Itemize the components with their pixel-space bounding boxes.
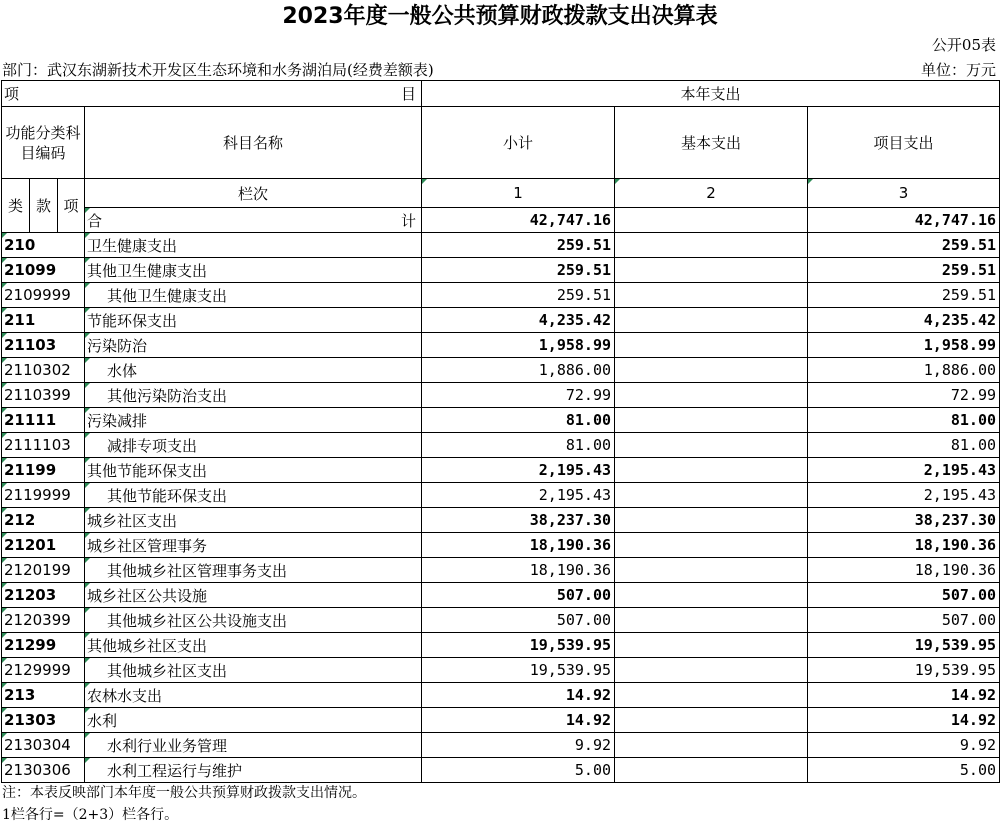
row-code: 2120199	[2, 558, 85, 583]
row-code: 213	[2, 683, 85, 708]
row-subtotal: 14.92	[422, 708, 615, 733]
row-subtotal: 259.51	[422, 233, 615, 258]
row-subtotal: 5.00	[422, 758, 615, 783]
row-project: 2,195.43	[808, 483, 1000, 508]
row-project: 259.51	[808, 283, 1000, 308]
row-project: 81.00	[808, 408, 1000, 433]
item-header-left: 项	[4, 85, 20, 103]
row-project: 9.92	[808, 733, 1000, 758]
row-subject-name: 其他卫生健康支出	[85, 258, 422, 283]
row-basic	[615, 408, 808, 433]
row-subject-name: 减排专项支出	[85, 433, 422, 458]
row-subtotal: 4,235.42	[422, 308, 615, 333]
lei-header: 类	[2, 179, 30, 233]
table-body	[2, 81, 1000, 783]
row-project: 4,235.42	[808, 308, 1000, 333]
row-code: 21299	[2, 633, 85, 658]
row-subject-name: 其他城乡社区支出	[85, 633, 422, 658]
department-label: 部门：武汉东湖新技术开发区生态环境和水务湖泊局(经费差额表)	[2, 61, 434, 79]
table-row	[2, 658, 1000, 683]
row-project: 1,886.00	[808, 358, 1000, 383]
row-project: 14.92	[808, 708, 1000, 733]
table-row	[2, 483, 1000, 508]
row-code: 21111	[2, 408, 85, 433]
row-subtotal: 14.92	[422, 683, 615, 708]
row-code: 2109999	[2, 283, 85, 308]
xiang-header: 项	[58, 179, 85, 233]
total-row	[2, 208, 1000, 233]
row-basic	[615, 358, 808, 383]
row-code: 21099	[2, 258, 85, 283]
table-row	[2, 508, 1000, 533]
subtotal-header: 小计	[422, 107, 615, 179]
row-basic	[615, 508, 808, 533]
row-subject-name: 其他污染防治支出	[85, 383, 422, 408]
basic-header: 基本支出	[615, 107, 808, 179]
row-code: 21303	[2, 708, 85, 733]
row-code: 21201	[2, 533, 85, 558]
row-project: 14.92	[808, 683, 1000, 708]
row-basic	[615, 458, 808, 483]
this-year-header: 本年支出	[422, 81, 1000, 107]
row-subject-name: 城乡社区支出	[85, 508, 422, 533]
table-row	[2, 308, 1000, 333]
row-code: 21203	[2, 583, 85, 608]
table-row	[2, 533, 1000, 558]
row-subject-name: 水利工程运行与维护	[85, 758, 422, 783]
row-basic	[615, 233, 808, 258]
table-row	[2, 633, 1000, 658]
row-basic	[615, 683, 808, 708]
row-project: 18,190.36	[808, 558, 1000, 583]
table-row	[2, 758, 1000, 783]
row-subject-name: 其他城乡社区支出	[85, 658, 422, 683]
row-subtotal: 1,958.99	[422, 333, 615, 358]
row-project: 259.51	[808, 233, 1000, 258]
form-number: 公开05表	[931, 36, 996, 54]
row-project: 19,539.95	[808, 658, 1000, 683]
row-basic	[615, 608, 808, 633]
header-row-2	[2, 107, 1000, 179]
table-row	[2, 408, 1000, 433]
row-project: 5.00	[808, 758, 1000, 783]
row-project: 507.00	[808, 583, 1000, 608]
row-subject-name: 卫生健康支出	[85, 233, 422, 258]
subject-name-header: 科目名称	[85, 107, 422, 179]
row-subtotal: 2,195.43	[422, 458, 615, 483]
row-basic	[615, 308, 808, 333]
row-subject-name: 其他卫生健康支出	[85, 283, 422, 308]
table-row	[2, 458, 1000, 483]
row-subtotal: 507.00	[422, 608, 615, 633]
row-subject-name: 其他城乡社区公共设施支出	[85, 608, 422, 633]
row-subject-name: 其他节能环保支出	[85, 483, 422, 508]
row-subtotal: 81.00	[422, 433, 615, 458]
total-basic	[615, 208, 808, 233]
row-basic	[615, 758, 808, 783]
row-subject-name: 节能环保支出	[85, 308, 422, 333]
footnote-1: 注：本表反映部门本年度一般公共预算财政拨款支出情况。	[2, 785, 366, 801]
row-project: 38,237.30	[808, 508, 1000, 533]
row-code: 2119999	[2, 483, 85, 508]
func-code-header: 功能分类科目编码	[2, 107, 85, 179]
row-subject-name: 水利行业业务管理	[85, 733, 422, 758]
row-basic	[615, 283, 808, 308]
row-project: 81.00	[808, 433, 1000, 458]
row-code: 21103	[2, 333, 85, 358]
row-project: 19,539.95	[808, 633, 1000, 658]
row-basic	[615, 558, 808, 583]
item-header-cell	[2, 81, 422, 107]
row-code: 211	[2, 308, 85, 333]
row-code: 2110302	[2, 358, 85, 383]
row-subtotal: 259.51	[422, 283, 615, 308]
table-row	[2, 433, 1000, 458]
row-basic	[615, 633, 808, 658]
total-subtotal: 42,747.16	[422, 208, 615, 233]
row-subject-name: 水利	[85, 708, 422, 733]
total-label-left: 合	[87, 211, 103, 230]
row-project: 1,958.99	[808, 333, 1000, 358]
table-row	[2, 333, 1000, 358]
row-basic	[615, 733, 808, 758]
col1-index: 1	[422, 179, 615, 208]
row-subject-name: 水体	[85, 358, 422, 383]
row-code: 210	[2, 233, 85, 258]
row-subtotal: 9.92	[422, 733, 615, 758]
project-header: 项目支出	[808, 107, 1000, 179]
row-subject-name: 污染减排	[85, 408, 422, 433]
row-project: 507.00	[808, 608, 1000, 633]
row-subject-name: 其他节能环保支出	[85, 458, 422, 483]
unit-label: 单位：万元	[920, 61, 996, 79]
row-subtotal: 19,539.95	[422, 658, 615, 683]
col3-index: 3	[808, 179, 1000, 208]
row-code: 2129999	[2, 658, 85, 683]
total-label-right: 计	[401, 211, 417, 230]
row-code: 21199	[2, 458, 85, 483]
row-subject-name: 城乡社区管理事务	[85, 533, 422, 558]
column-index-label: 栏次	[85, 179, 422, 208]
expenditure-table	[1, 80, 1000, 783]
row-project: 2,195.43	[808, 458, 1000, 483]
row-subject-name: 城乡社区公共设施	[85, 583, 422, 608]
row-subtotal: 19,539.95	[422, 633, 615, 658]
row-code: 2130306	[2, 758, 85, 783]
row-project: 72.99	[808, 383, 1000, 408]
row-project: 18,190.36	[808, 533, 1000, 558]
row-code: 2130304	[2, 733, 85, 758]
row-basic	[615, 583, 808, 608]
table-row	[2, 233, 1000, 258]
row-subtotal: 1,886.00	[422, 358, 615, 383]
table-row	[2, 383, 1000, 408]
total-project: 42,747.16	[808, 208, 1000, 233]
total-label-cell	[85, 208, 422, 233]
table-row	[2, 283, 1000, 308]
row-basic	[615, 383, 808, 408]
footnote-2: 1栏各行=（2+3）栏各行。	[2, 807, 179, 823]
row-basic	[615, 533, 808, 558]
col2-index: 2	[615, 179, 808, 208]
row-subtotal: 38,237.30	[422, 508, 615, 533]
row-subtotal: 18,190.36	[422, 533, 615, 558]
row-code: 2120399	[2, 608, 85, 633]
row-code: 2111103	[2, 433, 85, 458]
row-subject-name: 其他城乡社区管理事务支出	[85, 558, 422, 583]
table-row	[2, 733, 1000, 758]
row-subtotal: 81.00	[422, 408, 615, 433]
table-row	[2, 708, 1000, 733]
row-subtotal: 72.99	[422, 383, 615, 408]
row-basic	[615, 258, 808, 283]
header-row-3	[2, 179, 1000, 208]
row-project: 259.51	[808, 258, 1000, 283]
row-subtotal: 2,195.43	[422, 483, 615, 508]
page-title: 2023年度一般公共预算财政拨款支出决算表	[282, 4, 718, 29]
table-row	[2, 258, 1000, 283]
row-subtotal: 507.00	[422, 583, 615, 608]
row-subtotal: 259.51	[422, 258, 615, 283]
kuan-header: 款	[30, 179, 58, 233]
table-row	[2, 358, 1000, 383]
row-code: 212	[2, 508, 85, 533]
table-row	[2, 558, 1000, 583]
row-basic	[615, 708, 808, 733]
table-row	[2, 583, 1000, 608]
row-subject-name: 污染防治	[85, 333, 422, 358]
table-row	[2, 683, 1000, 708]
table-row	[2, 608, 1000, 633]
row-basic	[615, 433, 808, 458]
item-header-right: 目	[401, 85, 417, 103]
header-row-1	[2, 81, 1000, 107]
row-subject-name: 农林水支出	[85, 683, 422, 708]
row-subtotal: 18,190.36	[422, 558, 615, 583]
row-basic	[615, 658, 808, 683]
row-basic	[615, 483, 808, 508]
row-code: 2110399	[2, 383, 85, 408]
row-basic	[615, 333, 808, 358]
